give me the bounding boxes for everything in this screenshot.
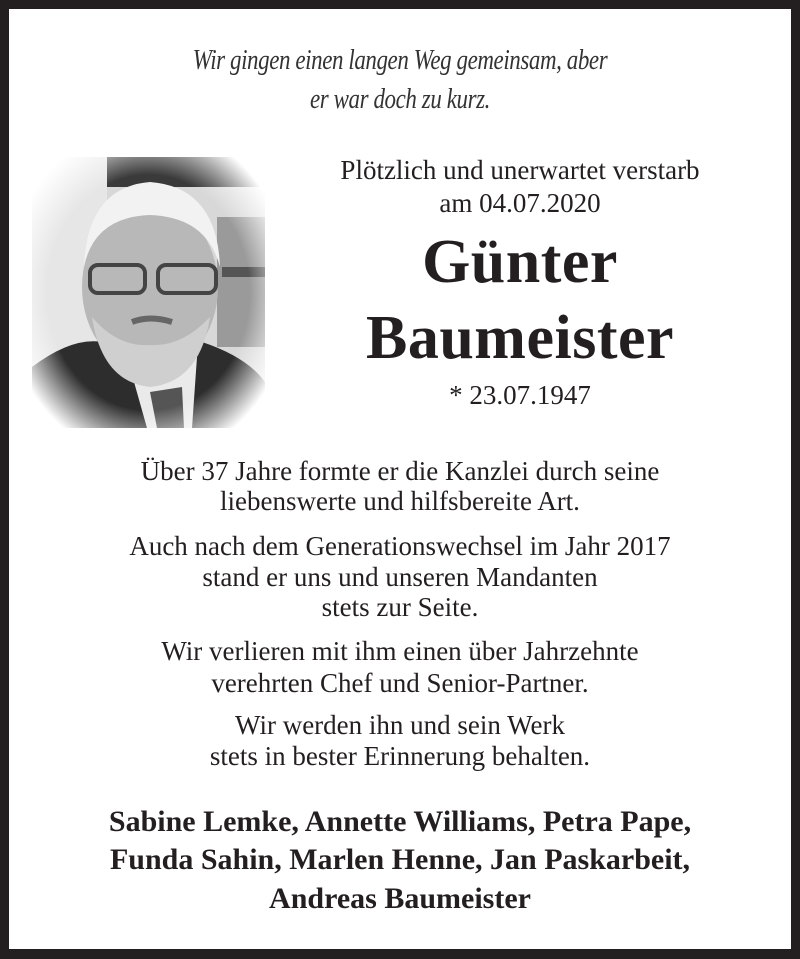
motto-line-2: er war doch zu kurz. bbox=[310, 84, 490, 115]
body-line: stand er uns und unseren Mandanten bbox=[202, 562, 598, 592]
body-line: Über 37 Jahre formte er die Kanzlei durch seine bbox=[140, 456, 660, 486]
birth-date: * 23.07.1947 bbox=[449, 380, 591, 410]
motto-line-1: Wir gingen einen langen Weg gemeinsam, aber bbox=[192, 45, 608, 76]
portrait-photo bbox=[32, 157, 265, 428]
signature-line: Andreas Baumeister bbox=[269, 882, 531, 915]
body-line: Auch nach dem Generationswechsel im Jahr 2017 bbox=[129, 531, 671, 561]
signature-line: Funda Sahin, Marlen Henne, Jan Paskarbeit, bbox=[109, 843, 691, 876]
body-line: liebenswerte und hilfsbereite Art. bbox=[220, 486, 580, 516]
deceased-first-name: Günter bbox=[422, 228, 618, 296]
death-date: am 04.07.2020 bbox=[439, 188, 601, 218]
signature-line: Sabine Lemke, Annette Williams, Petra Pape, bbox=[108, 805, 692, 838]
deceased-last-name: Baumeister bbox=[365, 304, 675, 372]
obituary-card bbox=[9, 9, 791, 949]
body-line: stets in bester Erinnerung behalten. bbox=[209, 741, 591, 771]
body-line: stets zur Seite. bbox=[321, 592, 479, 622]
body-line: Wir verlieren mit ihm einen über Jahrzehnte bbox=[161, 636, 639, 666]
body-line: Wir werden ihn und sein Werk bbox=[235, 710, 565, 740]
intro-line-1: Plötzlich und unerwartet verstarb bbox=[340, 155, 700, 185]
body-line: verehrten Chef und Senior-Partner. bbox=[211, 668, 589, 698]
